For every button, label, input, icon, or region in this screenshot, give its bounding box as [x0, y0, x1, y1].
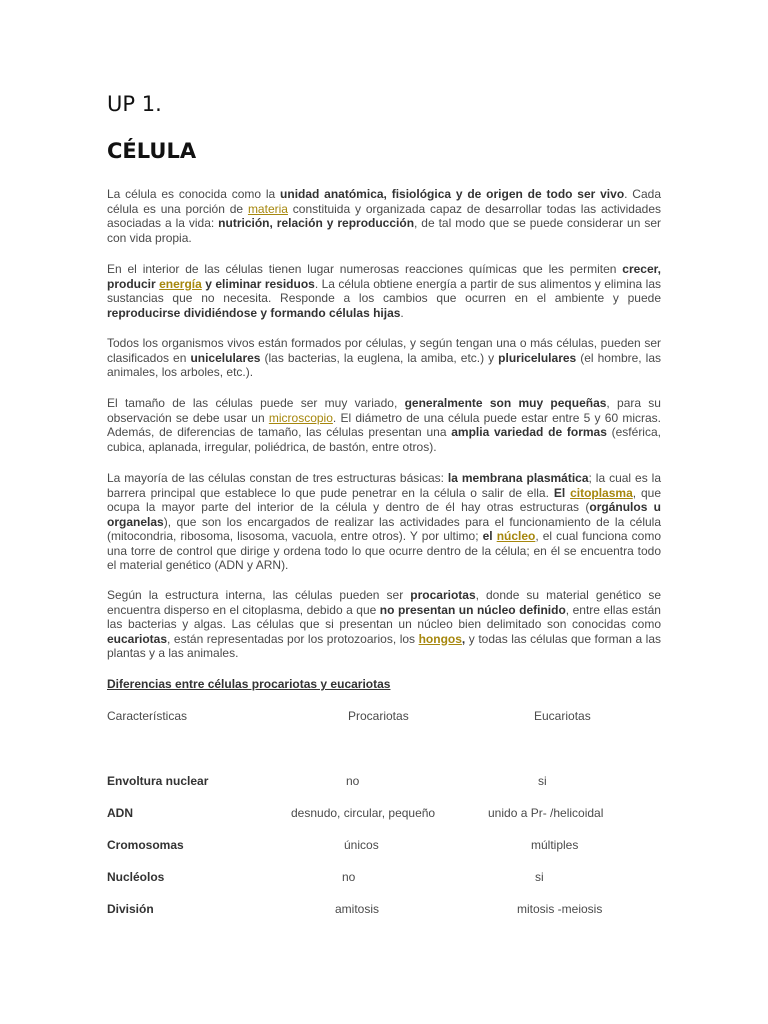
- text-run: ), que son los encargados de realizar las actividades para el funcionamiento de la célula (mitocondria, ribosoma, lisosoma, vacuola, entre otros). Y por ultimo;: [107, 514, 661, 543]
- paragraph-size: [107, 396, 661, 454]
- text-run: y todas las células que forman a las plantas y a las animales.: [107, 631, 661, 660]
- paragraph-definition: [107, 187, 661, 245]
- table-cell-prokaryote: no: [346, 774, 360, 788]
- text-run: .: [400, 305, 404, 320]
- table-cell-prokaryote: no: [342, 870, 356, 884]
- link-energia[interactable]: energía: [159, 276, 202, 291]
- bold-run: eucariotas: [107, 631, 168, 646]
- bold-run: unidad anatómica, fisiológica y de origen de todo ser vivo: [280, 187, 625, 201]
- table-title: Diferencias entre células procariotas y eucariotas: [107, 677, 391, 691]
- text-run: La célula es conocida como la: [107, 187, 281, 201]
- unit-heading: UP 1.: [107, 92, 162, 116]
- table-header-prokaryotes: Procariotas: [348, 709, 409, 723]
- bold-run: El: [553, 485, 571, 500]
- table-cell-eukaryote: si: [538, 774, 547, 788]
- link-nucleo[interactable]: núcleo: [496, 529, 536, 543]
- bold-run: orgánulos u organelas: [107, 500, 661, 529]
- link-microscopio[interactable]: microscopio: [268, 410, 333, 425]
- text-run: (el hombre, las animales, los arboles, etc.).: [107, 350, 662, 379]
- bold-run: procariotas: [410, 588, 476, 602]
- page-title: CÉLULA: [107, 139, 197, 163]
- text-run: , de tal modo que se puede considerar un ser con vida propia.: [107, 216, 661, 245]
- text-run: . El diámetro de una célula puede estar entre 5 y 60 micras. Además, de diferencias de tamaño, las células presentan una: [107, 410, 661, 439]
- text-run: . La célula obtiene energía a partir de sus alimentos y elimina las sustancias que no necesita. Responde a los cambios que ocurren en el ambiente y puede: [107, 276, 661, 305]
- text-run: El tamaño de las células puede ser muy variado,: [107, 396, 405, 410]
- table-row-label: ADN: [107, 806, 133, 820]
- bold-run: crecer, producir: [107, 262, 661, 291]
- text-run: (esférica, cubica, aplanada, irregular, poliédrica, de bastón, entre otros).: [107, 425, 661, 454]
- bold-run: y eliminar residuos: [201, 276, 315, 291]
- bold-run: nutrición, relación y reproducción: [218, 216, 415, 230]
- text-run: Según la estructura interna, las células pueden ser: [107, 588, 411, 602]
- table-row-label: División: [107, 902, 154, 916]
- link-hongos[interactable]: hongos: [418, 631, 462, 646]
- text-run: ; la cual es la barrera principal que establece lo que pude penetrar en la célula o salir de ella.: [107, 471, 661, 500]
- table-header-features: Características: [107, 709, 188, 723]
- paragraph-functions: [107, 262, 661, 320]
- text-run: (las bacterias, la euglena, la amiba, etc.) y: [260, 350, 499, 365]
- text-run: La mayoría de las células constan de tres estructuras básicas:: [107, 471, 448, 485]
- text-run: . Cada célula es una porción de: [107, 187, 661, 216]
- paragraph-cell-types: [107, 588, 661, 661]
- paragraph-classification: [107, 336, 661, 380]
- table-cell-eukaryote: múltiples: [531, 838, 579, 852]
- bold-run: generalmente son muy pequeñas: [404, 396, 607, 410]
- text-run: , que ocupa la mayor parte del interior de la célula y dentro de él hay otras estructuras (: [107, 485, 662, 514]
- table-row-label: Envoltura nuclear: [107, 774, 209, 788]
- text-run: En el interior de las células tienen lugar numerosas reacciones químicas que les permiten: [107, 262, 623, 276]
- table-row-label: Cromosomas: [107, 838, 184, 852]
- text-run: , para su observación se debe usar un: [107, 396, 661, 425]
- text-run: , donde su material genético se encuentra disperso en el citoplasma, debido a que: [107, 588, 661, 617]
- text-run: constituida y organizada capaz de desarrollar todas las actividades asociadas a la vida:: [107, 201, 661, 230]
- table-row-label: Nucléolos: [107, 870, 165, 884]
- bold-run: pluricelulares: [498, 350, 577, 365]
- table-cell-eukaryote: si: [535, 870, 544, 884]
- bold-run: no presentan un núcleo definido: [379, 602, 566, 617]
- table-header-eukaryotes: Eucariotas: [534, 709, 591, 723]
- bold-run: la membrana plasmática: [447, 471, 589, 485]
- text-run: , entre ellas están las bacterias y algas. Las células que si presentan un núcleo bien delimitado son conocidas como: [107, 602, 661, 631]
- table-cell-prokaryote: amitosis: [335, 902, 380, 916]
- link-materia[interactable]: materia: [247, 201, 288, 216]
- bold-run: amplia variedad de formas: [451, 425, 607, 439]
- bold-run: ,: [461, 631, 466, 646]
- table-cell-prokaryote: únicos: [344, 838, 379, 852]
- text-run: Todos los organismos vivos están formados por células, y según tengan una o más células, pueden ser clasificados en: [107, 336, 661, 365]
- table-cell-eukaryote: mitosis -meiosis: [517, 902, 603, 916]
- bold-run: unicelulares: [190, 350, 261, 365]
- text-run: , el cual funciona como una torre de control que dirige y ordena todo lo que ocurre dentro de la célula; en él se encuentra todo el material genético (ADN y ARN).: [107, 529, 662, 572]
- table-cell-prokaryote: desnudo, circular, pequeño: [291, 806, 436, 820]
- link-citoplasma[interactable]: citoplasma: [570, 485, 633, 500]
- table-cell-eukaryote: unido a Pr- /helicoidal: [488, 806, 604, 820]
- bold-run: reproducirse dividiéndose y formando células hijas: [107, 305, 401, 320]
- paragraph-structures: [107, 471, 661, 573]
- bold-run: el: [482, 529, 497, 543]
- text-run: , están representadas por los protozoarios, los: [167, 631, 419, 646]
